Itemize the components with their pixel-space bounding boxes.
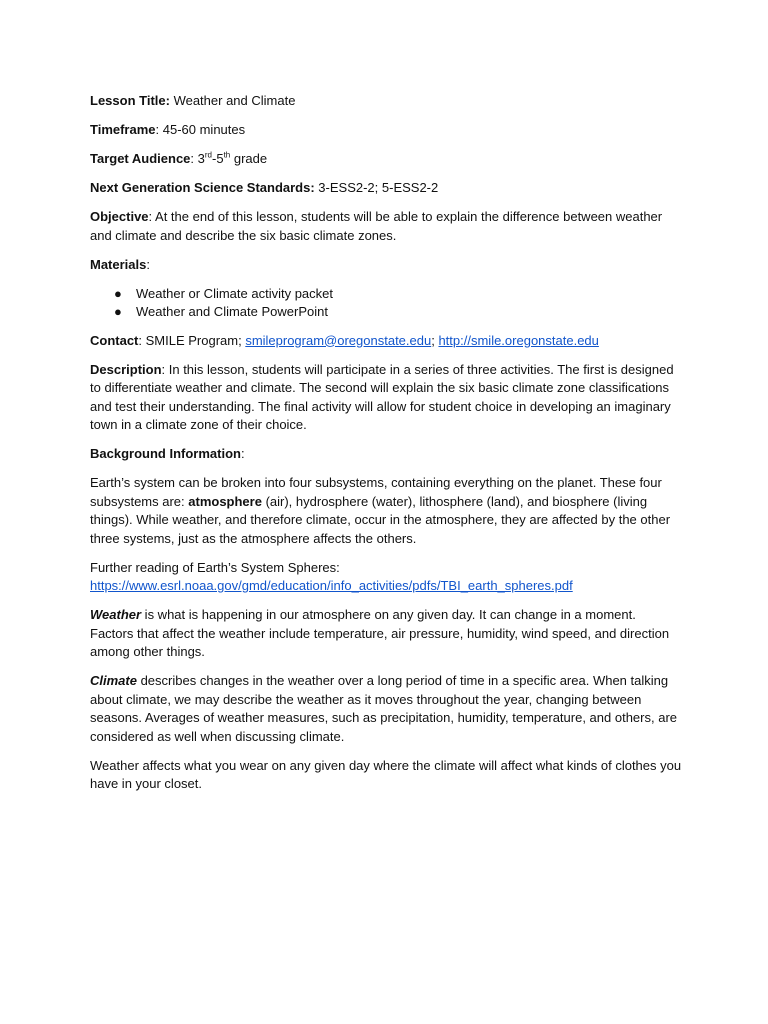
description-paragraph — [90, 361, 682, 435]
timeframe-value: : 45-60 minutes — [155, 122, 246, 137]
bullet-icon: ● — [114, 285, 122, 301]
contact-pre: : SMILE Program; — [138, 332, 246, 348]
materials-item-label: Weather or Climate activity packet — [136, 285, 333, 301]
earth-system-post: (air), hydrosphere (water), lithosphere (land), and biosphere (living things). While weather, and therefore climate, occur in the atmosphere, they are affected by the other three systems, just as the atmosphere affects the others. — [90, 493, 671, 546]
materials-list-item — [90, 303, 682, 322]
bullet-icon: ● — [114, 304, 122, 319]
closing-paragraph: Weather affects what you wear on any given day where the climate will affect what kinds of clothes you have in your closet. — [90, 757, 682, 791]
further-reading-paragraph — [90, 559, 682, 596]
materials-label: Materials — [90, 256, 147, 272]
materials-list-item — [90, 285, 682, 304]
timeframe-label: Timeframe — [90, 122, 156, 137]
ngss-label: Next Generation Science Standards: — [90, 180, 315, 195]
lesson-title-label: Lesson Title: — [90, 93, 170, 108]
climate-text: describes changes in the weather over a long period of time in a specific area. When talking about climate, we may describe the weather as it moves throughout the year, changing between seasons. Averages of weather measures, such as precipitation, humidity, temperature, and others, are considered as well when discussing climate. — [90, 673, 677, 744]
contact-email-link[interactable]: smileprogram@oregonstate.edu — [245, 332, 432, 348]
lesson-plan-body — [90, 92, 682, 804]
climate-term: Climate — [90, 673, 137, 688]
climate-paragraph — [90, 672, 682, 746]
materials-heading — [90, 256, 682, 275]
contact-line — [90, 332, 682, 351]
earth-spheres-pdf-link[interactable]: https://www.esrl.noaa.gov/gmd/education/info_activities/pdfs/TBI_earth_spheres.pdf — [90, 578, 573, 593]
description-text: : In this lesson, students will participate in a series of three activities. The first is designed to differentiate weather and climate. The second will explain the six basic climate zone classifications and test their understanding. The final activity will allow for student choice in developing an imaginary town in a climate zone of their choice. — [90, 361, 674, 432]
atmosphere-term: atmosphere — [188, 493, 262, 509]
target-audience-post: grade — [230, 151, 268, 166]
objective-text: : At the end of this lesson, students will be able to explain the difference between weather and climate and describe the six basic climate zones. — [90, 209, 663, 243]
earth-system-paragraph — [90, 474, 682, 548]
background-heading — [90, 445, 682, 464]
target-audience-pre: : 3 — [190, 151, 205, 166]
ngss-value: 3-ESS2-2; 5-ESS2-2 — [314, 180, 439, 195]
target-audience-sup-rd: rd — [204, 150, 213, 160]
weather-term: Weather — [90, 607, 142, 622]
target-audience-mid: -5 — [212, 151, 224, 166]
target-audience-sup-th: th — [223, 150, 231, 160]
contact-label: Contact — [90, 332, 139, 348]
background-colon: : — [240, 446, 245, 461]
materials-list — [90, 285, 682, 322]
earth-system-pre: Earth’s system can be broken into four subsystems, containing everything on the planet. These four subsystems are: — [90, 475, 662, 509]
background-label: Background Information — [90, 446, 241, 461]
materials-colon: : — [146, 256, 150, 272]
lesson-title-line — [90, 92, 682, 111]
target-audience-line — [90, 150, 682, 169]
objective-paragraph — [90, 208, 682, 245]
contact-separator: ; — [431, 332, 439, 348]
description-label: Description — [90, 361, 162, 377]
timeframe-line — [90, 121, 682, 140]
weather-paragraph — [90, 606, 682, 662]
objective-label: Objective — [90, 209, 149, 224]
target-audience-label: Target Audience — [90, 151, 191, 166]
materials-item-label: Weather and Climate PowerPoint — [136, 304, 328, 319]
lesson-title-value: Weather and Climate — [169, 93, 296, 108]
ngss-line — [90, 179, 682, 198]
further-reading-text: Further reading of Earth’s System Spheres: — [90, 559, 340, 575]
weather-text: is what is happening in our atmosphere on any given day. It can change in a moment. Factors that affect the weather include temperature, air pressure, humidity, wind speed, and direction among other things. — [90, 607, 670, 659]
contact-website-link[interactable]: http://smile.oregonstate.edu — [438, 332, 599, 348]
